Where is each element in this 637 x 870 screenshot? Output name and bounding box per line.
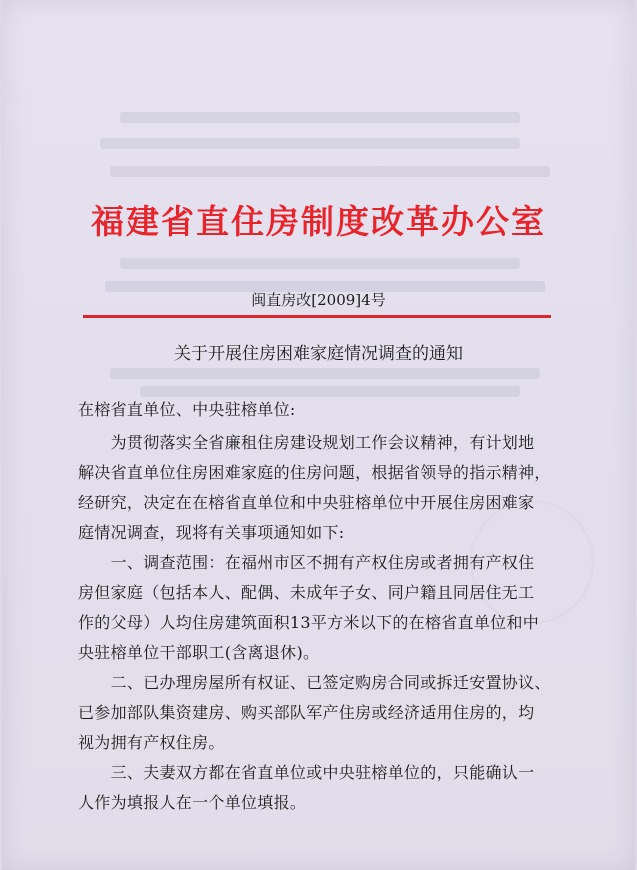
bleed-through-mark	[100, 138, 520, 149]
body-line: 视为拥有产权住房。	[78, 733, 225, 752]
body-line: 已参加部队集资建房、购买部队军产住房或经济适用住房的，均	[78, 703, 535, 722]
red-divider-line	[83, 315, 551, 318]
body-line: 二、已办理房屋所有权证、已签定购房合同或拆迁安置协议、	[78, 673, 551, 692]
body-line-addressee: 在榕省直单位、中央驻榕单位:	[78, 400, 296, 419]
body-line: 一、调查范围：在福州市区不拥有产权住房或者拥有产权住	[78, 553, 535, 572]
body-line: 三、夫妻双方都在省直单位或中央驻榕单位的，只能确认一	[78, 763, 535, 782]
notice-title: 关于开展住房困难家庭情况调查的通知	[174, 344, 463, 364]
bleed-through-mark	[120, 258, 520, 269]
bleed-through-mark	[140, 386, 520, 397]
body-line: 央驻榕单位干部职工(含离退休)。	[78, 643, 320, 662]
body-line: 作的父母）人均住房建筑面积13平方米以下的在榕省直单位和中	[78, 613, 540, 632]
body-line: 解决省直单位住房困难家庭的住房问题，根据省领导的指示精神，	[78, 463, 551, 482]
body-line: 庭情况调查，现将有关事项通知如下:	[78, 523, 345, 542]
bleed-through-mark	[110, 368, 540, 379]
body-line: 为贯彻落实全省廉租住房建设规划工作会议精神，有计划地	[78, 433, 535, 452]
bleed-through-mark	[120, 112, 520, 123]
issuing-office-title: 福建省直住房制度改革办公室	[91, 202, 546, 241]
body-line: 房但家庭（包括本人、配偶、未成年子女、同户籍且同居住无工	[78, 583, 535, 602]
body-line: 经研究，决定在在榕省直单位和中央驻榕单位中开展住房困难家	[78, 493, 535, 512]
bleed-through-mark	[110, 166, 550, 177]
body-line: 人作为填报人在一个单位填报。	[78, 793, 307, 812]
document-number: 闽直房改[2009]4号	[251, 291, 386, 309]
